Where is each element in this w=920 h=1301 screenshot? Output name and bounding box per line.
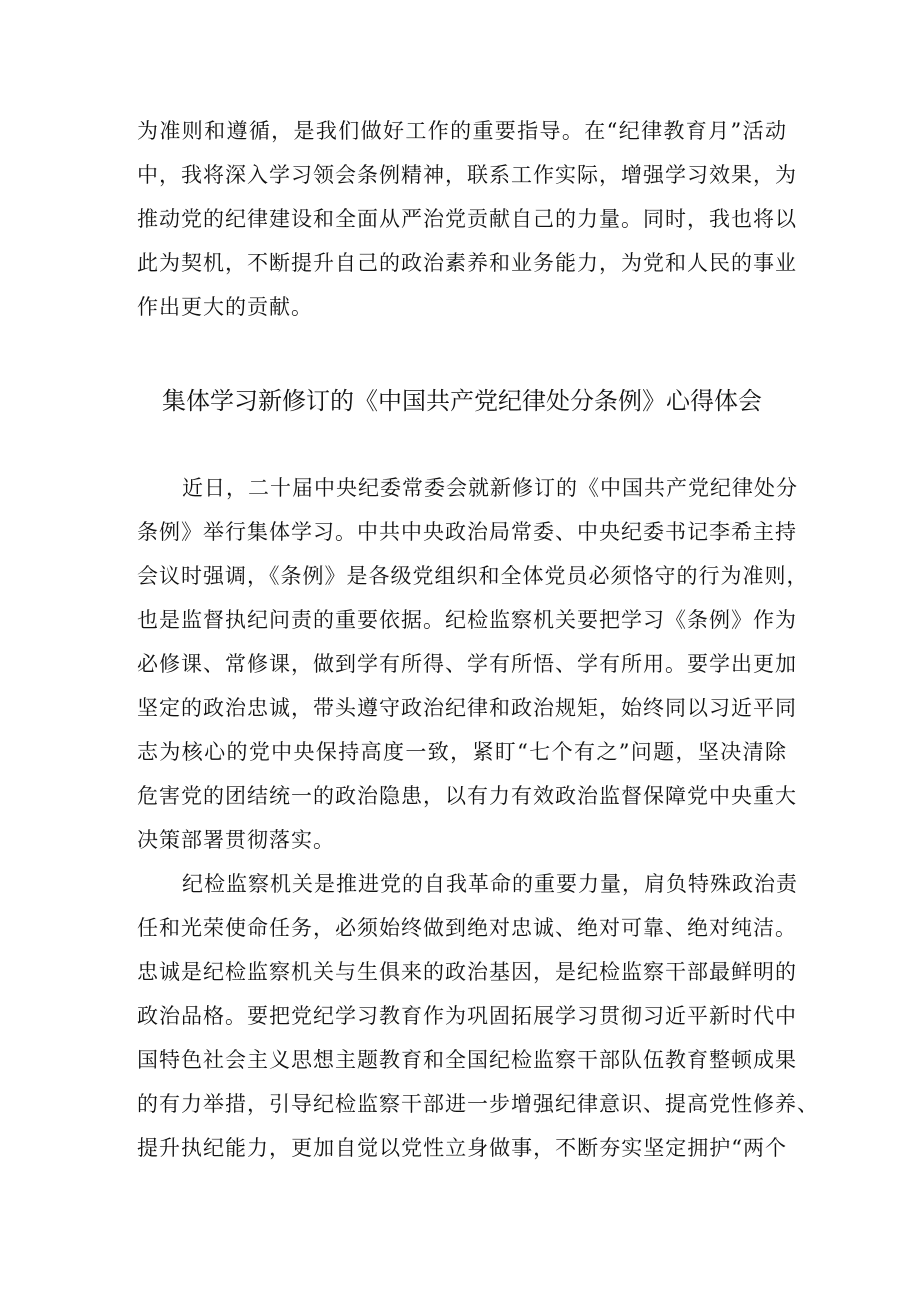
paragraph-1-line-6: 坚定的政治忠诚，带头遵守政治纪律和政治规矩，始终同以习近平同	[137, 696, 797, 720]
paragraph-1-line-5: 必修课、常修课，做到学有所得、学有所悟、学有所用。要学出更加	[137, 652, 797, 676]
paragraph-2-line-5: 国特色社会主义思想主题教育和全国纪检监察干部队伍教育整顿成果	[137, 1048, 797, 1072]
paragraph-2-line-6: 的有力举措，引导纪检监察干部进一步增强纪律意识、提高党性修养、	[137, 1092, 819, 1116]
paragraph-1-line-2: 条例》举行集体学习。中共中央政治局常委、中央纪委书记李希主持	[137, 520, 797, 544]
paragraph-1-line-1: 近日，二十届中央纪委常委会就新修订的《中国共产党纪律处分	[182, 476, 798, 500]
paragraph-2-line-1: 纪检监察机关是推进党的自我革命的重要力量，肩负特殊政治责	[182, 872, 798, 896]
paragraph-1-line-8: 危害党的团结统一的政治隐患，以有力有效政治监督保障党中央重大	[137, 784, 797, 808]
top-paragraph-line-1: 为准则和遵循，是我们做好工作的重要指导。在“纪律教育月”活动	[137, 119, 787, 143]
top-paragraph-line-2: 中，我将深入学习领会条例精神，联系工作实际，增强学习效果，为	[137, 163, 797, 187]
paragraph-1-line-7: 志为核心的党中央保持高度一致，紧盯“七个有之”问题，坚决清除	[137, 740, 787, 764]
paragraph-2-line-4: 政治品格。要把党纪学习教育作为巩固拓展学习贯彻习近平新时代中	[137, 1004, 797, 1028]
paragraph-1-line-4: 也是监督执纪问责的重要依据。纪检监察机关要把学习《条例》作为	[137, 608, 797, 632]
paragraph-1-line-9: 决策部署贯彻落实。	[137, 828, 335, 852]
top-paragraph-line-5: 作出更大的贡献。	[137, 295, 313, 319]
top-paragraph-line-3: 推动党的纪律建设和全面从严治党贡献自己的力量。同时，我也将以	[137, 207, 797, 231]
paragraph-2-line-7: 提升执纪能力，更加自觉以党性立身做事，不断夯实坚定拥护“两个	[137, 1136, 787, 1160]
paragraph-1-line-3: 会议时强调，《条例》是各级党组织和全体党员必须恪守的行为准则，	[137, 564, 809, 588]
top-paragraph-line-4: 此为契机，不断提升自己的政治素养和业务能力，为党和人民的事业	[137, 251, 797, 275]
section-title: 集体学习新修订的《中国共产党纪律处分条例》心得体会	[162, 387, 762, 415]
paragraph-2-line-2: 任和光荣使命任务，必须始终做到绝对忠诚、绝对可靠、绝对纯洁。	[137, 916, 797, 940]
paragraph-2-line-3: 忠诚是纪检监察机关与生俱来的政治基因，是纪检监察干部最鲜明的	[137, 960, 797, 984]
